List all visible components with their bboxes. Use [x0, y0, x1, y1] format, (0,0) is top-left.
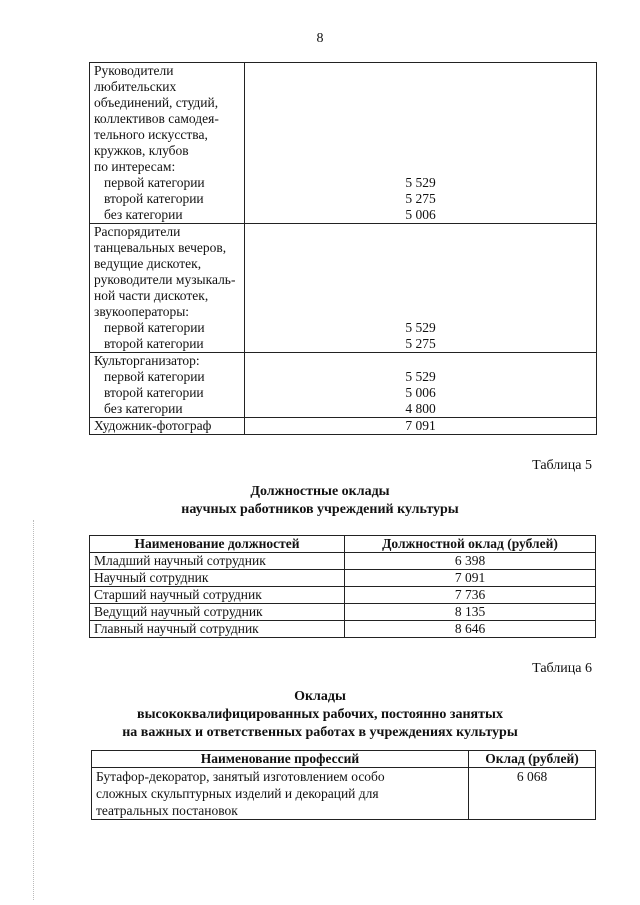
table-cell-salary	[245, 224, 597, 353]
salary-cell: 8 135	[345, 604, 596, 621]
category-label: второй категории	[104, 191, 204, 206]
profession-cell	[92, 768, 469, 820]
group-title-line: Распорядители	[94, 224, 181, 239]
table-cell-salary	[245, 353, 597, 418]
group-title-line: Культорганизатор:	[94, 353, 200, 368]
group-title-line: ведущие дискотек,	[94, 256, 202, 271]
group-title-line: любительских	[94, 79, 177, 94]
salary-cell: 7 091	[345, 570, 596, 587]
group-title-line: объединений, студий,	[94, 95, 219, 110]
position-cell: Младший научный сотрудник	[90, 553, 345, 570]
table-cell-name	[90, 353, 245, 418]
salary-value: 5 275	[405, 336, 436, 351]
table-cell-salary	[245, 418, 597, 435]
salary-cell: 8 646	[345, 621, 596, 638]
category-label: второй категории	[104, 336, 204, 351]
table-row	[90, 553, 596, 570]
table-row	[90, 63, 597, 224]
profession-line: Бутафор-декоратор, занятый изготовлением особо	[96, 769, 385, 784]
salary-value: 5 529	[405, 369, 436, 384]
table-header-row	[92, 751, 596, 768]
salary-table-continued	[89, 62, 597, 435]
group-title-line: Руководители	[94, 63, 174, 78]
table6-caption: Таблица 6	[532, 661, 592, 676]
table-row	[90, 570, 596, 587]
salary-cell: 6 068	[469, 768, 596, 820]
table-row	[90, 353, 597, 418]
position-cell: Ведущий научный сотрудник	[90, 604, 345, 621]
table6-title: Оклады	[294, 689, 346, 704]
column-header: Наименование профессий	[92, 751, 469, 768]
salary-cell: 7 736	[345, 587, 596, 604]
profession-line: сложных скульптурных изделий и декораций для	[96, 786, 379, 801]
table-row	[90, 224, 597, 353]
scan-margin-dots	[33, 520, 35, 900]
position-cell: Научный сотрудник	[90, 570, 345, 587]
table5-caption: Таблица 5	[532, 458, 592, 473]
table-row	[90, 587, 596, 604]
salary-value: 5 529	[405, 175, 436, 190]
salary-value: 5 275	[405, 191, 436, 206]
table6-subtitle-line2: на важных и ответственных работах в учреждениях культуры	[122, 725, 518, 740]
group-title-line: коллективов самодея-	[94, 111, 219, 126]
table5-title: Должностные оклады	[250, 484, 390, 499]
salary-cell: 6 398	[345, 553, 596, 570]
position-cell: Старший научный сотрудник	[90, 587, 345, 604]
position-label: Художник-фотограф	[94, 418, 212, 433]
column-header: Наименование должностей	[90, 536, 345, 553]
category-label: второй категории	[104, 385, 204, 400]
category-label: без категории	[104, 207, 183, 222]
table-row	[92, 768, 596, 820]
category-label: первой категории	[104, 369, 205, 384]
position-cell: Главный научный сотрудник	[90, 621, 345, 638]
salary-value: 5 529	[405, 320, 436, 335]
group-title-line: танцевальных вечеров,	[94, 240, 227, 255]
category-label: первой категории	[104, 320, 205, 335]
table-cell-salary	[245, 63, 597, 224]
table-cell-name	[90, 63, 245, 224]
column-header: Оклад (рублей)	[469, 751, 596, 768]
profession-line: театральных постановок	[96, 803, 238, 818]
group-title-line: ной части дискотек,	[94, 288, 209, 303]
table5-subtitle: научных работников учреждений культуры	[181, 502, 459, 517]
category-label: без категории	[104, 401, 183, 416]
salary-value: 7 091	[405, 418, 436, 433]
table-row	[90, 604, 596, 621]
table-row	[90, 621, 596, 638]
category-label: первой категории	[104, 175, 205, 190]
page-number: 8	[316, 31, 324, 46]
salary-value: 4 800	[405, 401, 436, 416]
scientific-staff-salary-table	[89, 535, 596, 638]
table-cell-name	[90, 224, 245, 353]
column-header: Должностной оклад (рублей)	[345, 536, 596, 553]
group-title-line: звукооператоры:	[94, 304, 190, 319]
group-title-line: по интересам:	[94, 159, 176, 174]
group-title-line: тельного искусства,	[94, 127, 208, 142]
group-title-line: руководители музыкаль-	[94, 272, 236, 287]
table6-subtitle-line1: высококвалифицированных рабочих, постоянно занятых	[137, 707, 503, 722]
table-header-row	[90, 536, 596, 553]
skilled-workers-salary-table	[91, 750, 596, 820]
table-cell-name	[90, 418, 245, 435]
table-row	[90, 418, 597, 435]
salary-value: 5 006	[405, 207, 436, 222]
salary-value: 5 006	[405, 385, 436, 400]
group-title-line: кружков, клубов	[94, 143, 189, 158]
